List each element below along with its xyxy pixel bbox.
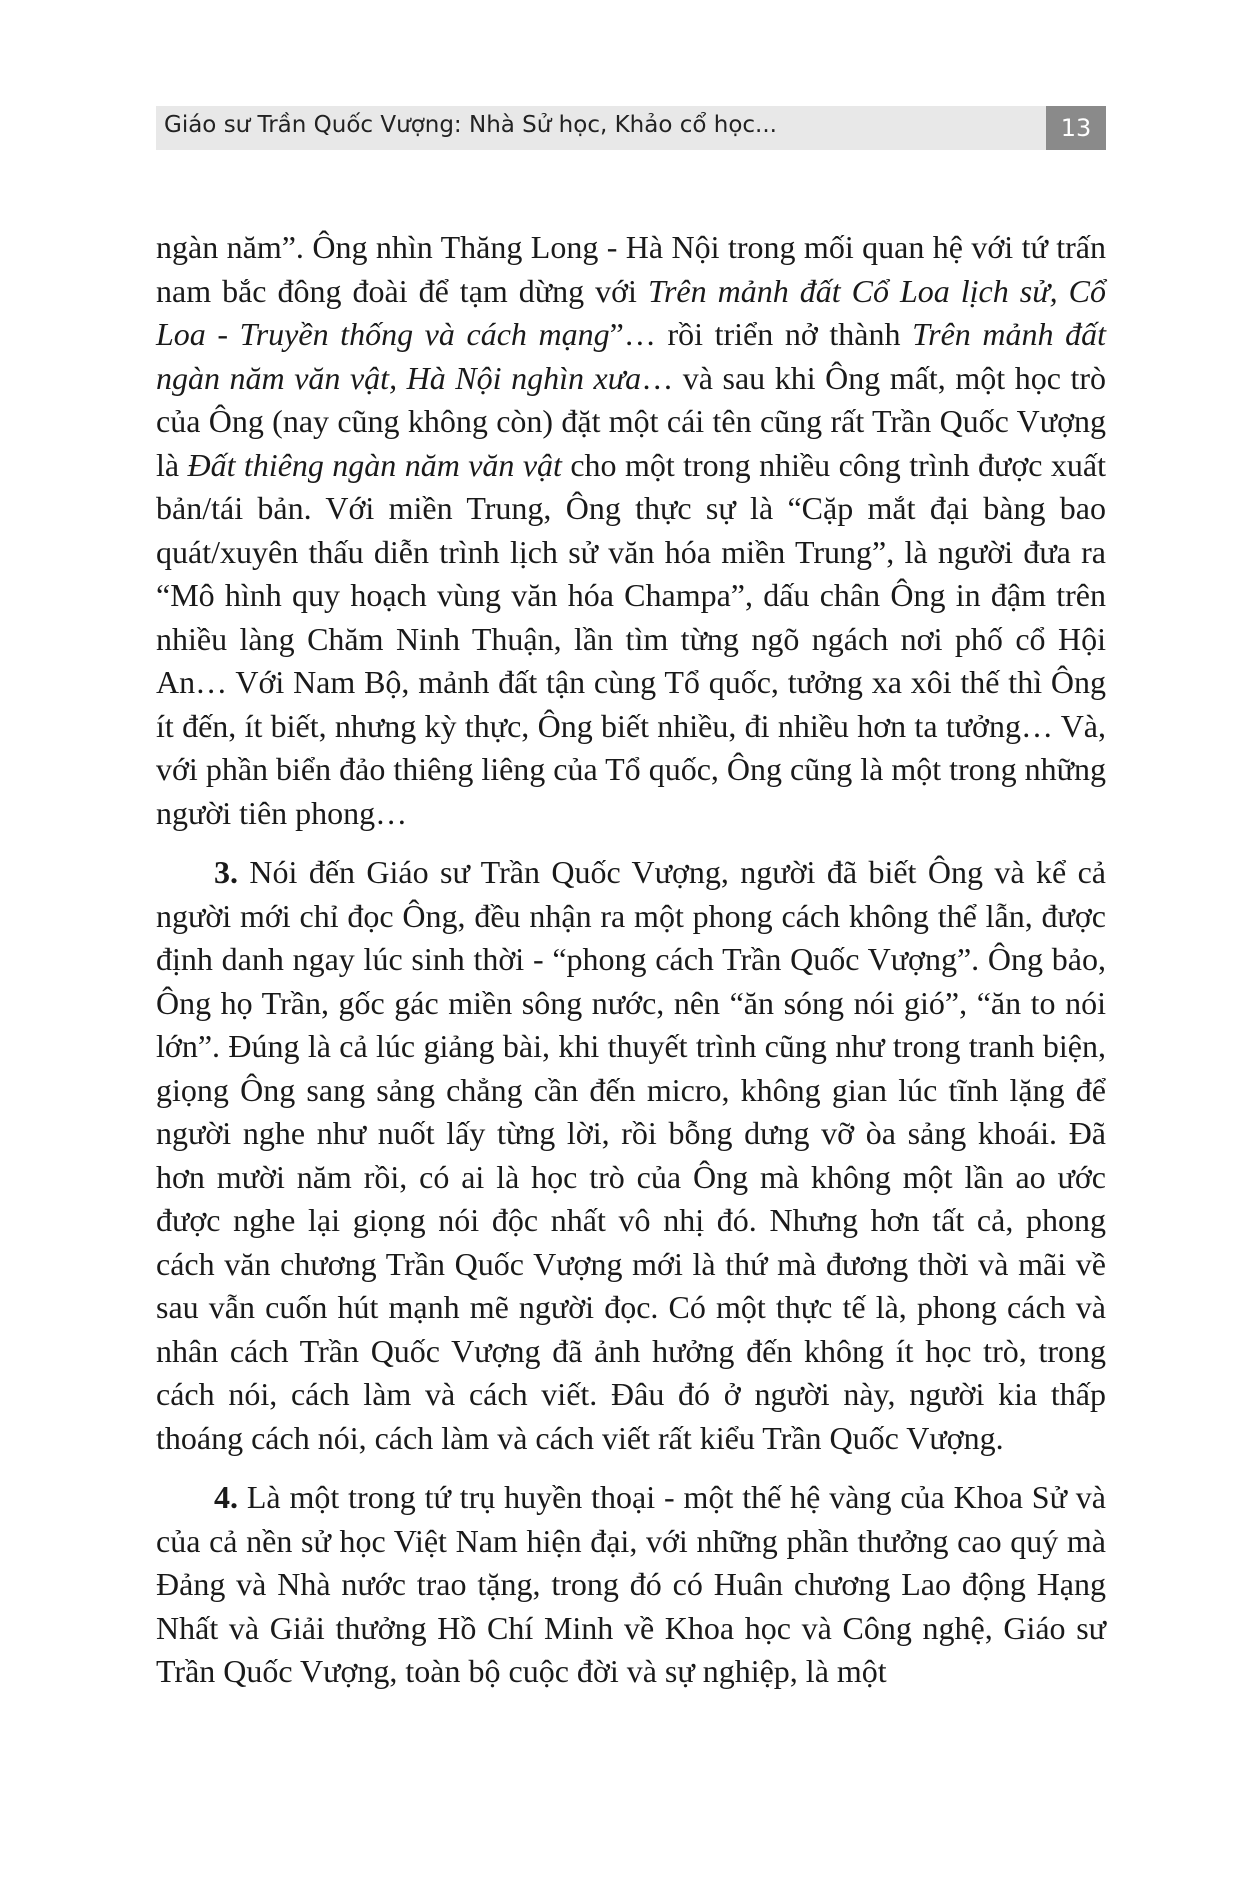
paragraph-3 (156, 851, 1106, 1460)
paragraph-text: Nói đến Giáo sư Trần Quốc Vượng, người đã biết Ông và kể cả người mới chỉ đọc Ông, đều nhận ra một phong cách không thể lẫn, được định danh ngay lúc sinh thời - “phong cách Trần Quốc Vượng”. Ông bảo, Ông họ Trần, gốc gác miền sông nước, nên “ăn sóng nói gió”, “ăn to nói lớn”. Đúng là cả lúc giảng bài, khi thuyết trình cũng như trong tranh biện, giọng Ông sang sảng chẳng cần đến micro, không gian lúc tĩnh lặng để người nghe như nuốt lấy từng lời, rồi bỗng dưng vỡ òa sảng khoái. Đã hơn mười năm rồi, có ai là học trò của Ông mà không một lần ao ước được nghe lại giọng nói độc nhất vô nhị đó. Nhưng hơn tất cả, phong cách văn chương Trần Quốc Vượng mới là thứ mà đương thời và mãi về sau vẫn cuốn hút mạnh mẽ người đọc. Có một thực tế là, phong cách và nhân cách Trần Quốc Vượng đã ảnh hưởng đến không ít học trò, trong cách nói, cách làm và cách viết. Đâu đó ở người này, người kia thấp thoáng cách nói, cách làm và cách viết rất kiểu Trần Quốc Vượng. (156, 854, 1106, 1456)
text-run: ngàn năm”. Ông nhìn Thăng Long - Hà Nội trong mối quan hệ với tứ trấn nam bắc đông đoài để tạm dừng với (156, 229, 1106, 309)
paragraph-number: 3. (214, 854, 238, 890)
italic-title: Trên mảnh đất ngàn năm văn vật, Hà Nội nghìn xưa (156, 316, 1107, 396)
italic-title: Đất thiêng ngàn năm văn vật (187, 446, 562, 483)
body-text (156, 226, 1106, 1710)
text-run: ”… rồi triển nở thành (609, 316, 913, 352)
paragraph-text: Là một trong tứ trụ huyền thoại - một thế hệ vàng của Khoa Sử và của cả nền sử học Việt Nam hiện đại, với những phần thưởng cao quý mà Đảng và Nhà nước trao tặng, trong đó có Huân chương Lao động Hạng Nhất và Giải thưởng Hồ Chí Minh về Khoa học và Công nghệ, Giáo sư Trần Quốc Vượng, toàn bộ cuộc đời và sự nghiệp, là một (156, 1479, 1106, 1689)
paragraph-number: 4. (214, 1479, 238, 1515)
paragraph-4 (156, 1476, 1106, 1694)
text-run: cho một trong nhiều công trình được xuất bản/tái bản. Với miền Trung, Ông thực sự là “Cặp mắt đại bàng bao quát/xuyên thấu diễn trình lịch sử văn hóa miền Trung”, là người đưa ra “Mô hình quy hoạch vùng văn hóa Champa”, dấu chân Ông in đậm trên nhiều làng Chăm Ninh Thuận, lần tìm từng ngõ ngách nơi phố cổ Hội An… Với Nam Bộ, mảnh đất tận cùng Tổ quốc, tưởng xa xôi thế thì Ông ít đến, ít biết, nhưng kỳ thực, Ông biết nhiều, đi nhiều hơn ta tưởng… Và, với phần biển đảo thiêng liêng của Tổ quốc, Ông cũng là một trong những người tiên phong… (156, 446, 1106, 831)
paragraph-continuation (156, 226, 1106, 835)
text-run: … và sau khi Ông mất, một học trò của Ông (nay cũng không còn) đặt một cái tên cũng rất Trần Quốc Vượng là (156, 359, 1107, 483)
page-number: 13 (1046, 106, 1106, 150)
italic-title: Trên mảnh đất Cổ Loa lịch sử, Cổ Loa - Truyền thống và cách mạng (156, 272, 1106, 352)
running-header (156, 106, 1106, 150)
running-title: Giáo sư Trần Quốc Vượng: Nhà Sử học, Khảo cổ học... (164, 112, 777, 138)
